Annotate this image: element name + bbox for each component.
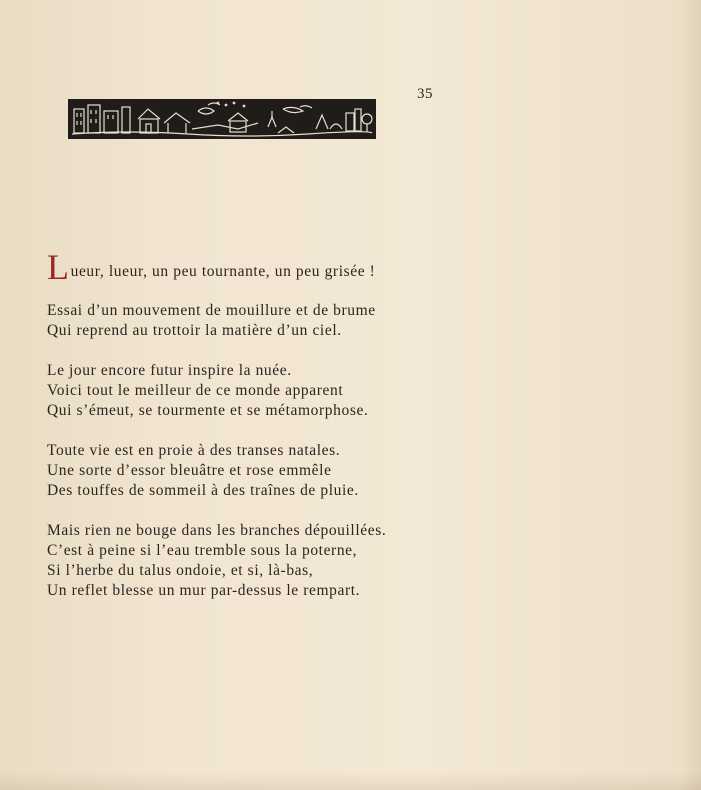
- verse-line: Un reflet blesse un mur par-dessus le rempart.: [47, 582, 361, 599]
- page-edge-shadow: [679, 0, 701, 790]
- verse-line: Une sorte d’essor bleuâtre et rose emmêle: [47, 462, 332, 479]
- verse-line: Qui reprend au trottoir la matière d’un ciel.: [47, 322, 342, 339]
- page-bottom-shadow: [0, 772, 701, 790]
- first-line-text: ueur, lueur, un peu tournante, un peu grisée !: [70, 263, 376, 280]
- verse-line: Mais rien ne bouge dans les branches dépouillées.: [47, 522, 387, 539]
- stanza-4: [47, 521, 487, 601]
- stanza-2: [47, 361, 487, 421]
- verse-line: Voici tout le meilleur de ce monde apparent: [47, 382, 344, 399]
- poem: [47, 243, 487, 601]
- stanza-3: [47, 441, 487, 501]
- poem-first-line: [47, 243, 487, 287]
- stanza-1: [47, 301, 487, 341]
- landscape-engraving-icon: [68, 99, 376, 139]
- verse-line: Le jour encore futur inspire la nuée.: [47, 362, 292, 379]
- woodcut-vignette: [68, 99, 376, 139]
- verse-line: C’est à peine si l’eau tremble sous la poterne,: [47, 542, 358, 559]
- verse-line: Si l’herbe du talus ondoie, et si, là-bas,: [47, 562, 314, 579]
- verse-line: Qui s’émeut, se tourmente et se métamorphose.: [47, 402, 369, 419]
- page-number: 35: [417, 86, 433, 102]
- verse-line: Toute vie est en proie à des transes natales.: [47, 442, 341, 459]
- verse-line: Des touffes de sommeil à des traînes de pluie.: [47, 482, 359, 499]
- verse-line: Essai d’un mouvement de mouillure et de brume: [47, 302, 376, 319]
- drop-cap: L: [47, 247, 70, 287]
